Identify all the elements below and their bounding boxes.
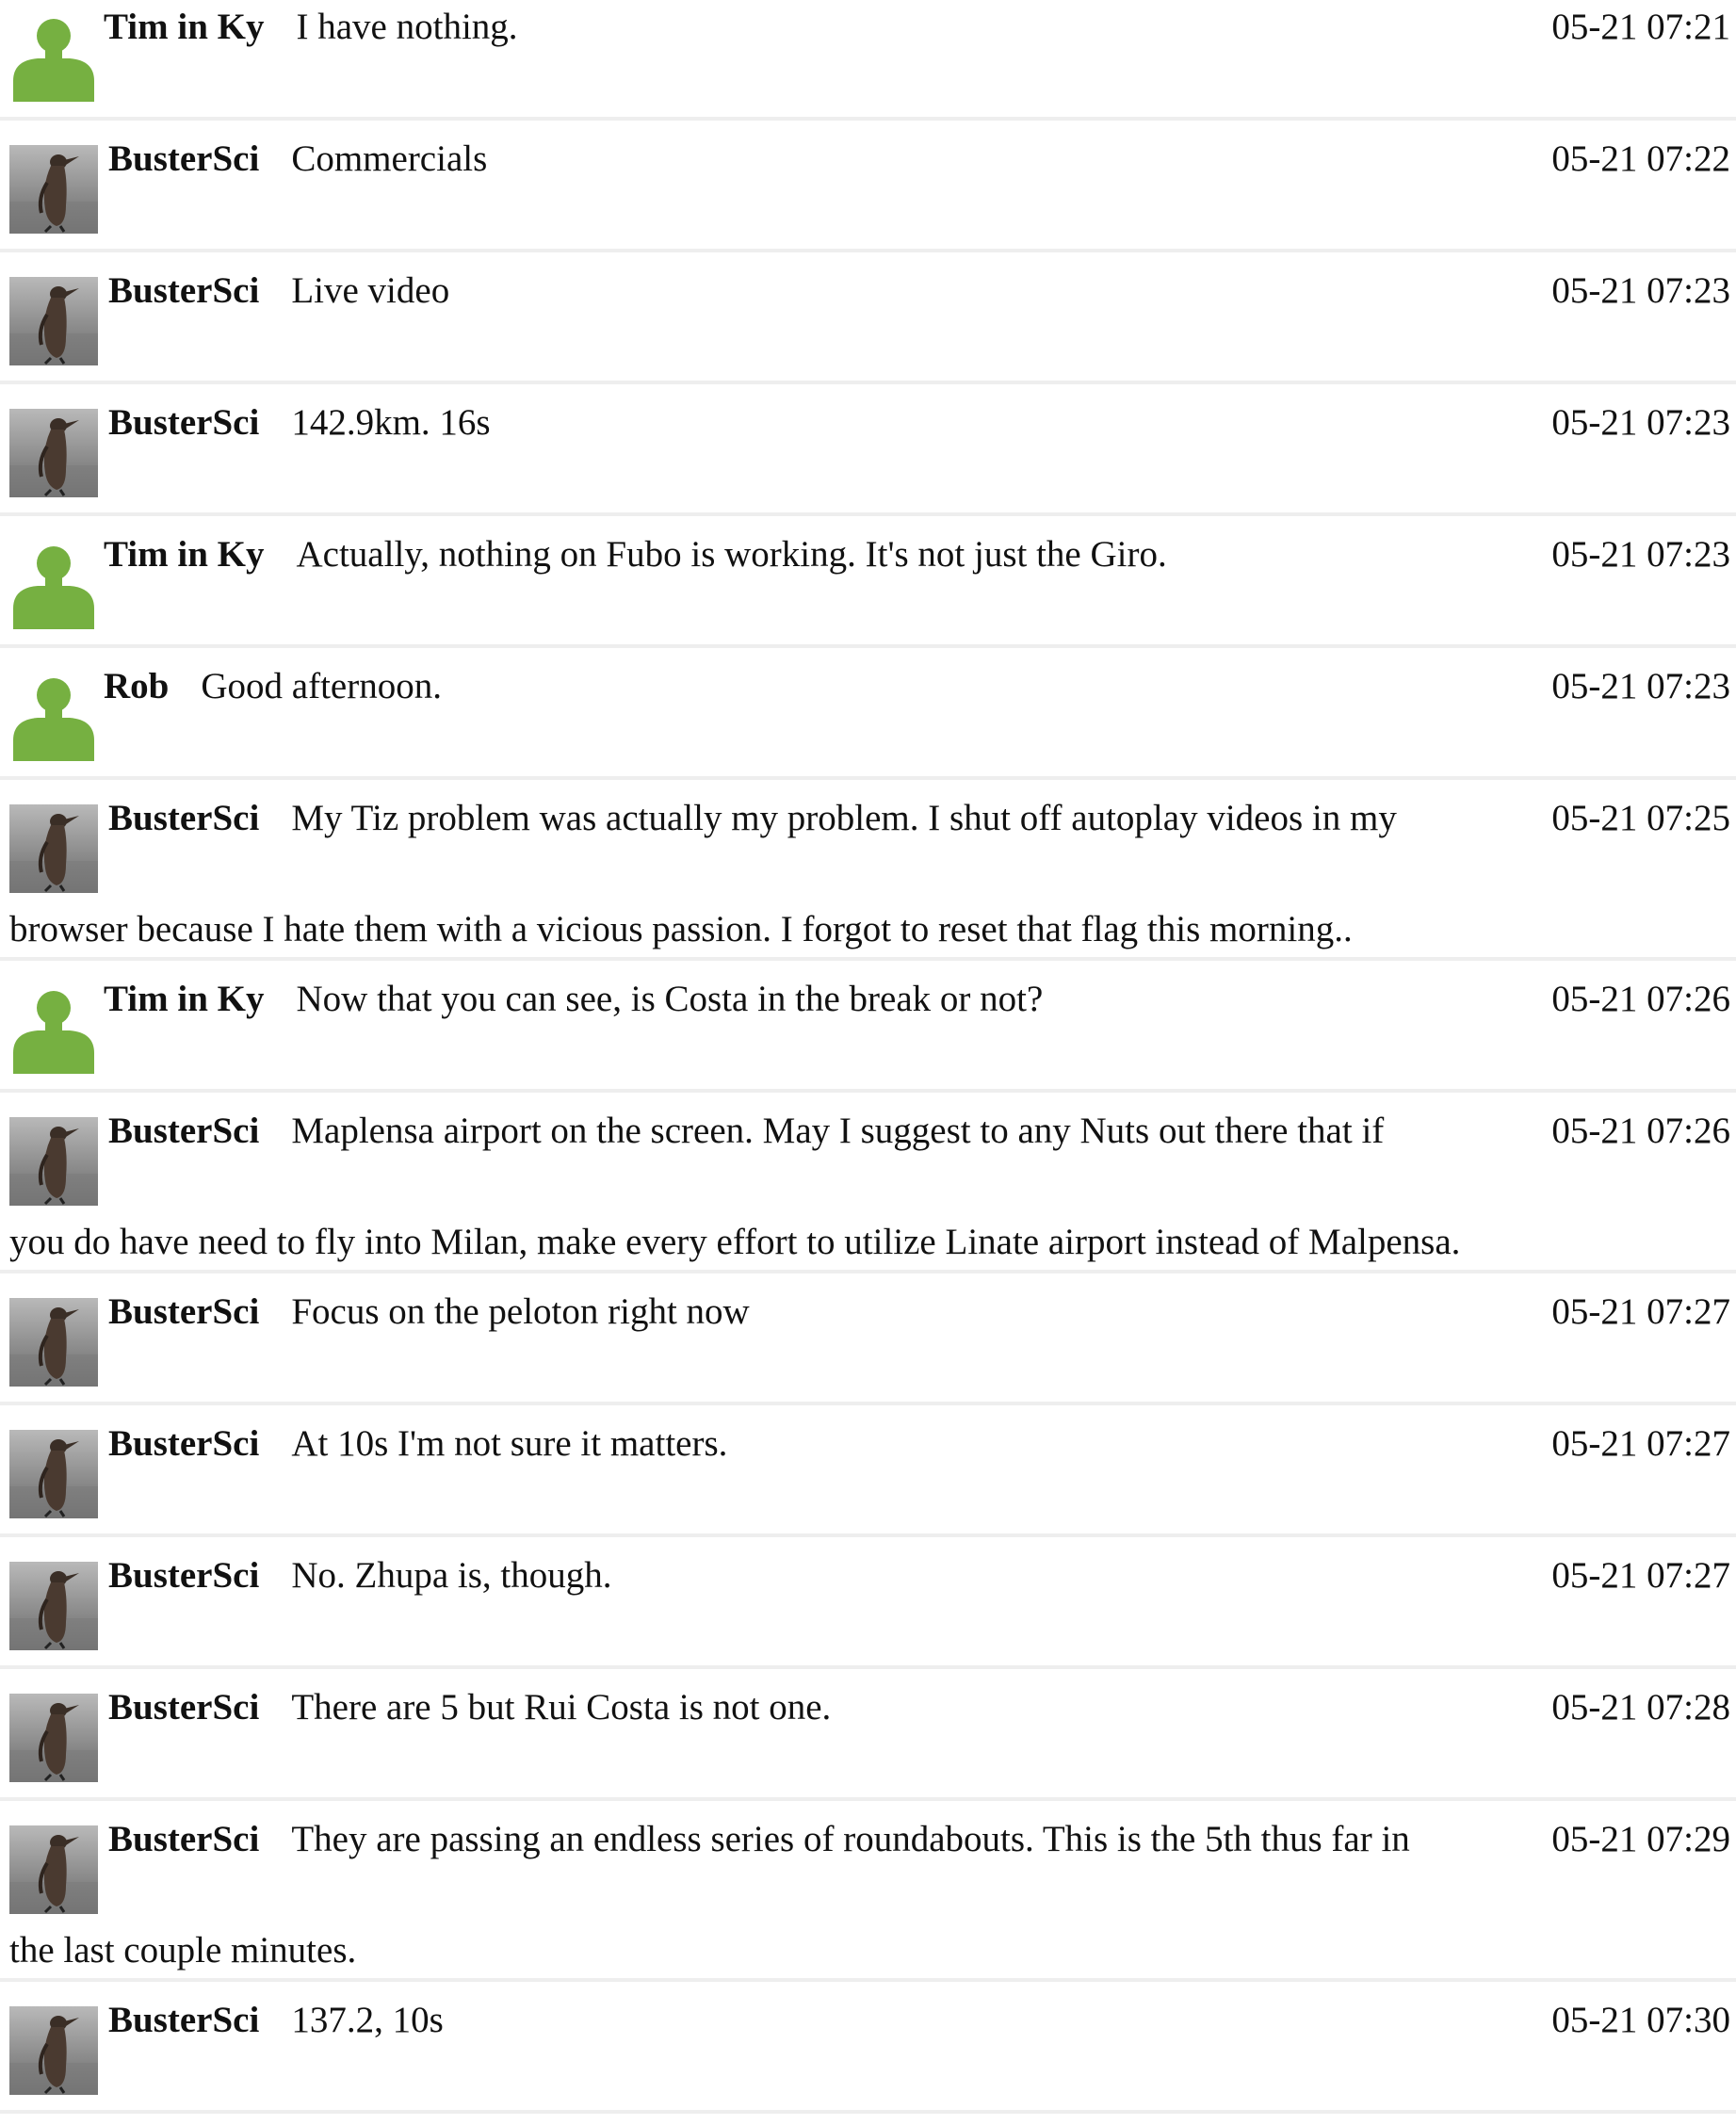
- penguin-icon[interactable]: [9, 277, 98, 365]
- message-text: Focus on the peloton right now: [291, 1291, 750, 1332]
- message-text: Live video: [291, 270, 450, 311]
- chat-message: [0, 132, 1736, 252]
- username[interactable]: Tim in Ky: [104, 7, 265, 47]
- message-body: [104, 1812, 1519, 1867]
- penguin-icon[interactable]: [9, 2006, 98, 2095]
- timestamp: 05-21 07:23: [1551, 402, 1730, 443]
- username[interactable]: Tim in Ky: [104, 534, 265, 575]
- message-body: [104, 659, 1519, 714]
- timestamp: 05-21 07:23: [1551, 270, 1730, 311]
- message-text-continued: you do have need to fly into Milan, make every effort to utilize Linate airport instead of Malpensa.: [9, 1222, 1461, 1262]
- chat-message: [0, 396, 1736, 516]
- timestamp: 05-21 07:21: [1551, 7, 1730, 47]
- message-text: 142.9km. 16s: [291, 402, 491, 443]
- chat-message: [0, 791, 1736, 961]
- message-text: Good afternoon.: [201, 666, 442, 706]
- message-body: [104, 972, 1519, 1027]
- username[interactable]: BusterSci: [108, 138, 260, 179]
- timestamp: 05-21 07:22: [1551, 138, 1730, 179]
- username[interactable]: BusterSci: [108, 798, 260, 838]
- message-text: There are 5 but Rui Costa is not one.: [291, 1687, 832, 1728]
- username[interactable]: BusterSci: [108, 1819, 260, 1859]
- timestamp: 05-21 07:26: [1551, 1111, 1730, 1151]
- message-text: Actually, nothing on Fubo is working. It's not just the Giro.: [296, 534, 1167, 575]
- timestamp: 05-21 07:23: [1551, 534, 1730, 575]
- username[interactable]: BusterSci: [108, 1291, 260, 1332]
- person-icon[interactable]: [9, 673, 98, 761]
- message-body: [104, 527, 1519, 582]
- timestamp: 05-21 07:28: [1551, 1687, 1730, 1728]
- message-body: [104, 1549, 1519, 1603]
- penguin-icon[interactable]: [9, 1430, 98, 1518]
- chat-message: [0, 1285, 1736, 1405]
- message-body: [104, 0, 1519, 55]
- chat-message: [0, 1417, 1736, 1537]
- chat-message: [0, 659, 1736, 780]
- message-text: At 10s I'm not sure it matters.: [291, 1423, 728, 1464]
- message-text: 137.2, 10s: [291, 2000, 444, 2040]
- timestamp: 05-21 07:29: [1551, 1819, 1730, 1859]
- username[interactable]: BusterSci: [108, 1555, 260, 1596]
- message-text: Commercials: [291, 138, 488, 179]
- message-body: [104, 1680, 1519, 1735]
- chat-message: [0, 1812, 1736, 1982]
- penguin-icon[interactable]: [9, 145, 98, 234]
- timestamp: 05-21 07:23: [1551, 666, 1730, 706]
- message-body: [104, 1417, 1519, 1471]
- username[interactable]: Rob: [104, 666, 170, 706]
- message-text: I have nothing.: [296, 7, 518, 47]
- username[interactable]: BusterSci: [108, 402, 260, 443]
- penguin-icon[interactable]: [9, 1825, 98, 1914]
- timestamp: 05-21 07:25: [1551, 798, 1730, 838]
- person-icon[interactable]: [9, 985, 98, 1074]
- person-icon[interactable]: [9, 541, 98, 629]
- message-body: [104, 791, 1519, 846]
- message-text: They are passing an endless series of roundabouts. This is the 5th thus far in: [291, 1819, 1410, 1859]
- timestamp: 05-21 07:30: [1551, 2000, 1730, 2040]
- penguin-icon[interactable]: [9, 1298, 98, 1387]
- chat-message: [0, 1993, 1736, 2114]
- chat-message: [0, 1104, 1736, 1273]
- chat-message: [0, 0, 1736, 121]
- message-body: [104, 1104, 1519, 1159]
- chat-message: [0, 972, 1736, 1093]
- message-text-continued: the last couple minutes.: [9, 1930, 357, 1971]
- username[interactable]: BusterSci: [108, 2000, 260, 2040]
- message-body: [104, 1993, 1519, 2048]
- username[interactable]: BusterSci: [108, 1687, 260, 1728]
- penguin-icon[interactable]: [9, 1117, 98, 1206]
- person-icon[interactable]: [9, 13, 98, 102]
- penguin-icon[interactable]: [9, 804, 98, 893]
- username[interactable]: BusterSci: [108, 270, 260, 311]
- chat-message: [0, 1549, 1736, 1669]
- message-body: [104, 132, 1519, 187]
- penguin-icon[interactable]: [9, 1694, 98, 1782]
- penguin-icon[interactable]: [9, 1562, 98, 1650]
- chat-message: [0, 264, 1736, 384]
- message-text-continued: browser because I hate them with a vicious passion. I forgot to reset that flag this morning..: [9, 909, 1353, 949]
- timestamp: 05-21 07:26: [1551, 979, 1730, 1019]
- timestamp: 05-21 07:27: [1551, 1291, 1730, 1332]
- message-body: [104, 396, 1519, 450]
- timestamp: 05-21 07:27: [1551, 1423, 1730, 1464]
- username[interactable]: Tim in Ky: [104, 979, 265, 1019]
- penguin-icon[interactable]: [9, 409, 98, 497]
- username[interactable]: BusterSci: [108, 1423, 260, 1464]
- chat-message: [0, 527, 1736, 648]
- username[interactable]: BusterSci: [108, 1111, 260, 1151]
- message-text: Now that you can see, is Costa in the break or not?: [296, 979, 1044, 1019]
- chat-message: [0, 1680, 1736, 1801]
- timestamp: 05-21 07:27: [1551, 1555, 1730, 1596]
- message-body: [104, 1285, 1519, 1339]
- message-text: No. Zhupa is, though.: [291, 1555, 612, 1596]
- message-text: Maplensa airport on the screen. May I suggest to any Nuts out there that if: [291, 1111, 1385, 1151]
- message-text: My Tiz problem was actually my problem. I shut off autoplay videos in my: [291, 798, 1397, 838]
- message-body: [104, 264, 1519, 318]
